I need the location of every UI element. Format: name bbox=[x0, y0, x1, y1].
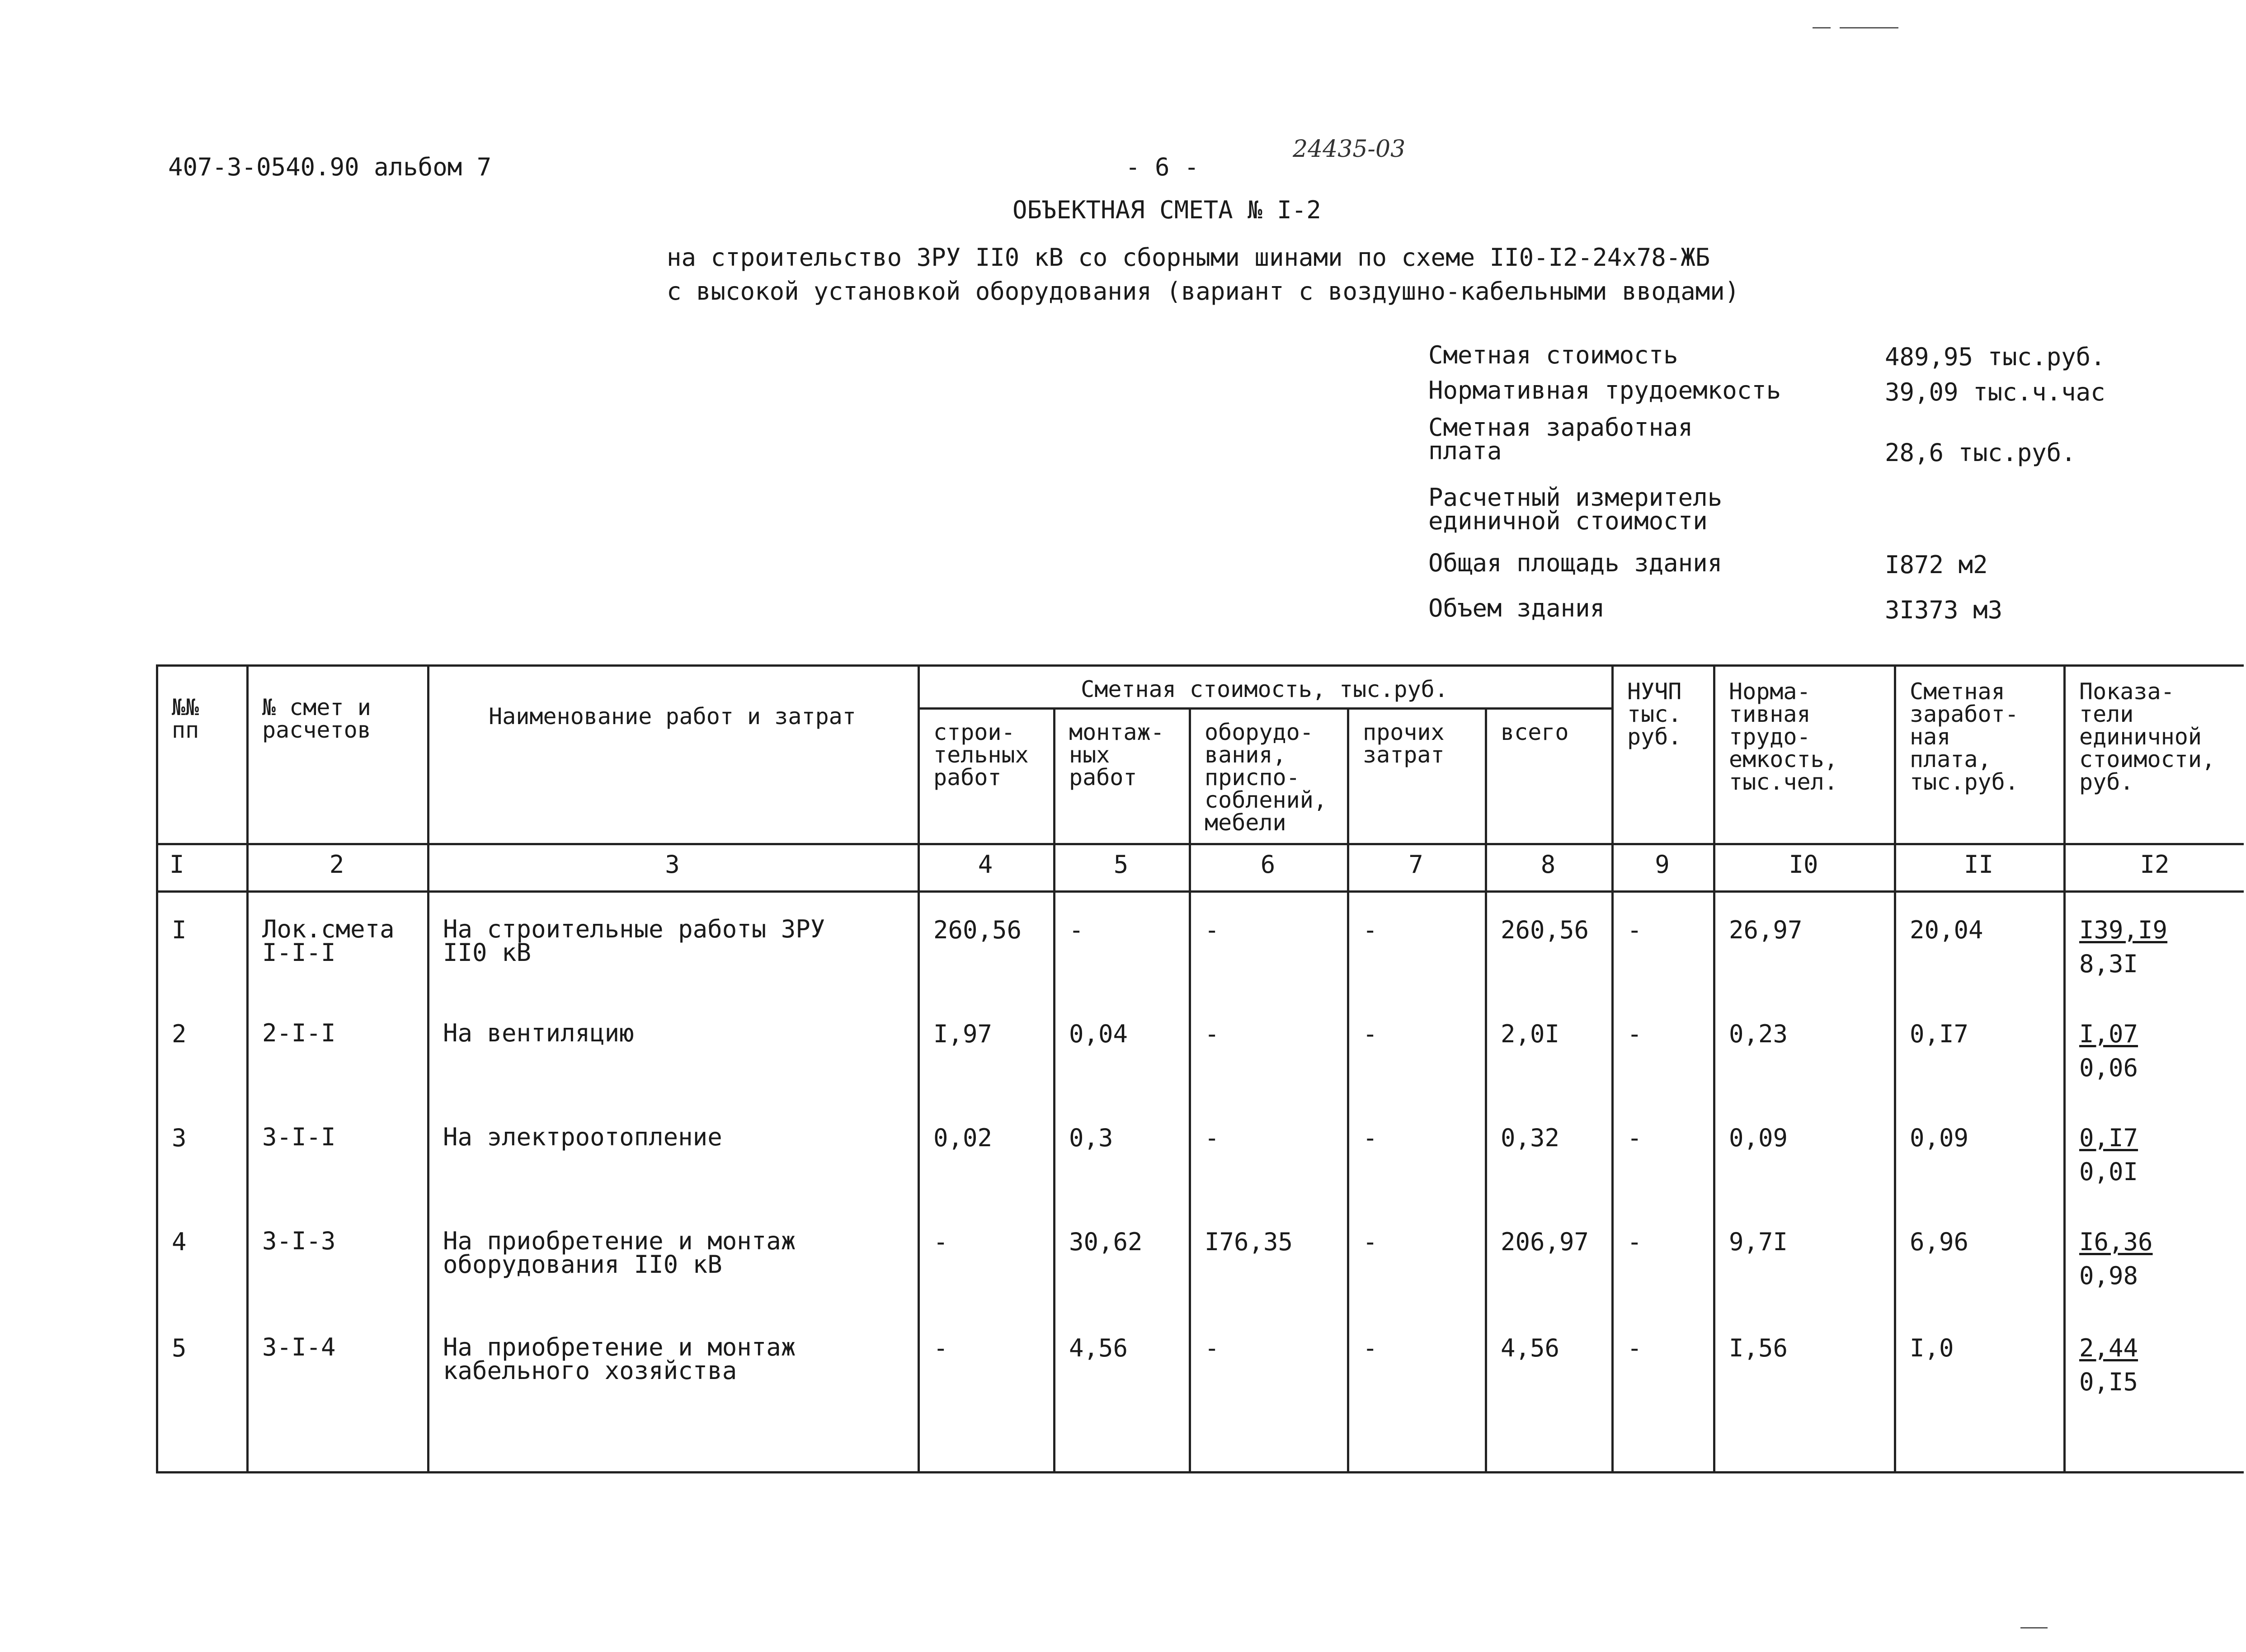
table-cell-c7: - bbox=[1363, 1228, 1378, 1256]
table-cell-c9: - bbox=[1627, 1124, 1642, 1152]
page-number: - 6 - bbox=[1125, 153, 1199, 181]
table-bottom-border bbox=[156, 1471, 2244, 1473]
unit-cost-numerator: 0,I7 bbox=[2079, 1124, 2138, 1152]
column-number: 9 bbox=[1655, 850, 1670, 879]
unit-cost-numerator: I39,I9 bbox=[2079, 916, 2168, 944]
table-cell-n: 5 bbox=[172, 1334, 187, 1362]
table-cell-c9: - bbox=[1627, 1334, 1642, 1362]
column-header: НУЧП тыс. руб. bbox=[1627, 678, 1682, 750]
table-cell-c9: - bbox=[1627, 916, 1642, 944]
unit-cost-numerator: I6,36 bbox=[2079, 1228, 2153, 1256]
column-divider bbox=[1347, 707, 1349, 1471]
table-cell-name: На приобретение и монтаж кабельного хозяйства bbox=[443, 1333, 796, 1385]
table-cell-c4: 260,56 bbox=[933, 916, 1022, 944]
column-number: 2 bbox=[329, 850, 344, 879]
column-number: I bbox=[170, 850, 184, 879]
column-header: № смет и расчетов bbox=[262, 694, 371, 743]
decor-dash bbox=[2020, 1627, 2048, 1628]
column-divider bbox=[1189, 707, 1191, 1471]
table-cell-c4: I,97 bbox=[933, 1020, 993, 1048]
table-cell-c6: - bbox=[1205, 1334, 1220, 1362]
column-divider bbox=[1713, 664, 1715, 1471]
column-number: 7 bbox=[1408, 850, 1423, 879]
unit-cost-numerator: I,07 bbox=[2079, 1020, 2138, 1048]
table-cell-est: Лок.смета I-I-I bbox=[262, 915, 395, 967]
table-cell-c11: I,0 bbox=[1910, 1334, 1954, 1362]
column-divider bbox=[918, 664, 920, 1471]
table-cell-c7: - bbox=[1363, 916, 1378, 944]
table-cell-n: 2 bbox=[172, 1020, 187, 1048]
group-header: Сметная стоимость, тыс.руб. bbox=[1081, 676, 1448, 702]
table-cell-c8: 4,56 bbox=[1501, 1334, 1560, 1362]
decor-dash bbox=[1840, 27, 1898, 28]
summary-value: 28,6 тыс.руб. bbox=[1885, 438, 2076, 467]
table-cell-c7: - bbox=[1363, 1334, 1378, 1362]
unit-cost-numerator: 2,44 bbox=[2079, 1334, 2138, 1362]
column-number: 5 bbox=[1113, 850, 1129, 879]
table-cell-c11: 0,09 bbox=[1910, 1124, 1969, 1152]
table-cell-c10: 9,7I bbox=[1729, 1228, 1788, 1256]
summary-label: Сметная стоимость bbox=[1428, 341, 1678, 369]
summary-value: I872 м2 bbox=[1885, 551, 1988, 579]
column-number: I2 bbox=[2140, 850, 2170, 879]
column-divider bbox=[156, 664, 158, 1471]
column-divider bbox=[1611, 664, 1614, 1471]
column-number: 6 bbox=[1260, 850, 1276, 879]
table-cell-c11: 20,04 bbox=[1910, 916, 1983, 944]
table-cell-c4: 0,02 bbox=[933, 1124, 993, 1152]
table-cell-c8: 206,97 bbox=[1501, 1228, 1589, 1256]
table-cell-name: На строительные работы ЗРУ II0 кВ bbox=[443, 915, 825, 967]
document-subtitle-line1: на строительство ЗРУ II0 кВ со сборными шинами по схеме II0-I2-24х78-ЖБ bbox=[667, 243, 1710, 272]
column-header: оборудо- вания, приспо- соблений, мебели bbox=[1205, 719, 1327, 836]
table-cell-c6: - bbox=[1205, 1020, 1220, 1048]
table-cell-name: На электроотопление bbox=[443, 1123, 722, 1151]
decor-dash bbox=[1813, 27, 1831, 28]
table-numbers-bottom bbox=[156, 890, 2244, 893]
column-divider bbox=[2063, 664, 2066, 1471]
summary-label: Нормативная трудоемкость bbox=[1428, 376, 1781, 405]
table-cell-c4: - bbox=[933, 1334, 948, 1362]
table-cell-c4: - bbox=[933, 1228, 948, 1256]
table-cell-c6: - bbox=[1205, 916, 1220, 944]
column-divider bbox=[1053, 707, 1055, 1471]
table-cell-c10: 26,97 bbox=[1729, 916, 1803, 944]
summary-label: Расчетный измеритель единичной стоимости bbox=[1428, 483, 1723, 535]
table-cell-est: 3-I-4 bbox=[262, 1333, 336, 1361]
handwritten-code: 24435-03 bbox=[1293, 136, 1406, 163]
album-reference: 407-3-0540.90 альбом 7 bbox=[168, 153, 492, 181]
column-header: №№ пп bbox=[172, 694, 199, 743]
table-cell-c5: 4,56 bbox=[1069, 1334, 1128, 1362]
table-cell-c5: 0,04 bbox=[1069, 1020, 1128, 1048]
unit-cost-denominator: 0,I5 bbox=[2079, 1368, 2138, 1396]
document-title: ОБЪЕКТНАЯ СМЕТА № I-2 bbox=[1012, 196, 1321, 224]
table-cell-c8: 2,0I bbox=[1501, 1020, 1560, 1048]
summary-label: Общая площадь здания bbox=[1428, 549, 1723, 577]
table-cell-c8: 0,32 bbox=[1501, 1124, 1560, 1152]
summary-value: 489,95 тыс.руб. bbox=[1885, 343, 2105, 371]
document-subtitle-line2: с высокой установкой оборудования (вариант с воздушно-кабельными вводами) bbox=[667, 277, 1740, 306]
column-header: Сметная заработ- ная плата, тыс.руб. bbox=[1910, 678, 2019, 795]
table-cell-c5: 30,62 bbox=[1069, 1228, 1143, 1256]
column-header: прочих затрат bbox=[1363, 719, 1445, 768]
column-header: Показа- тели единичной стоимости, руб. bbox=[2079, 678, 2216, 795]
table-top-border bbox=[156, 664, 2244, 667]
table-cell-c10: I,56 bbox=[1729, 1334, 1788, 1362]
column-divider bbox=[1485, 707, 1487, 1471]
table-cell-c9: - bbox=[1627, 1020, 1642, 1048]
table-cell-c5: 0,3 bbox=[1069, 1124, 1113, 1152]
table-cell-n: 4 bbox=[172, 1228, 187, 1256]
table-cell-n: I bbox=[172, 916, 187, 944]
table-cell-c11: 0,I7 bbox=[1910, 1020, 1969, 1048]
column-header: монтаж- ных работ bbox=[1069, 719, 1164, 791]
column-divider bbox=[1894, 664, 1896, 1471]
table-cell-c6: - bbox=[1205, 1124, 1220, 1152]
table-cell-c10: 0,09 bbox=[1729, 1124, 1788, 1152]
table-cell-est: 3-I-3 bbox=[262, 1227, 336, 1255]
column-number: 4 bbox=[978, 850, 993, 879]
table-cell-c7: - bbox=[1363, 1020, 1378, 1048]
column-number: 3 bbox=[665, 850, 680, 879]
table-cell-name: На вентиляцию bbox=[443, 1019, 634, 1047]
unit-cost-denominator: 0,06 bbox=[2079, 1054, 2138, 1082]
table-cell-c11: 6,96 bbox=[1910, 1228, 1969, 1256]
table-cell-est: 2-I-I bbox=[262, 1019, 336, 1047]
column-divider bbox=[246, 664, 249, 1471]
table-cell-c5: - bbox=[1069, 916, 1084, 944]
table-cell-c10: 0,23 bbox=[1729, 1020, 1788, 1048]
column-header: всего bbox=[1501, 719, 1569, 745]
summary-value: 3I373 м3 bbox=[1885, 596, 2003, 624]
column-number: I0 bbox=[1789, 850, 1818, 879]
table-cell-c6: I76,35 bbox=[1205, 1228, 1293, 1256]
unit-cost-denominator: 0,98 bbox=[2079, 1261, 2138, 1290]
column-header: Наименование работ и затрат bbox=[489, 703, 856, 730]
summary-value: 39,09 тыс.ч.час bbox=[1885, 378, 2105, 406]
table-cell-n: 3 bbox=[172, 1124, 187, 1152]
unit-cost-denominator: 0,0I bbox=[2079, 1158, 2138, 1186]
column-number: 8 bbox=[1540, 850, 1556, 879]
unit-cost-denominator: 8,3I bbox=[2079, 950, 2138, 978]
group-header-line bbox=[918, 707, 1611, 710]
table-cell-c8: 260,56 bbox=[1501, 916, 1589, 944]
column-header: Норма- тивная трудо- емкость, тыс.чел. bbox=[1729, 678, 1838, 795]
summary-label: Объем здания bbox=[1428, 594, 1605, 622]
column-number: II bbox=[1963, 850, 1994, 879]
table-cell-name: На приобретение и монтаж оборудования II0 кВ bbox=[443, 1227, 796, 1279]
column-header: строи- тельных работ bbox=[933, 719, 1029, 791]
table-cell-c9: - bbox=[1627, 1228, 1642, 1256]
table-cell-est: 3-I-I bbox=[262, 1123, 336, 1151]
table-cell-c7: - bbox=[1363, 1124, 1378, 1152]
table-header-bottom bbox=[156, 843, 2244, 845]
column-divider bbox=[427, 664, 429, 1471]
summary-label: Сметная заработная плата bbox=[1428, 413, 1693, 465]
